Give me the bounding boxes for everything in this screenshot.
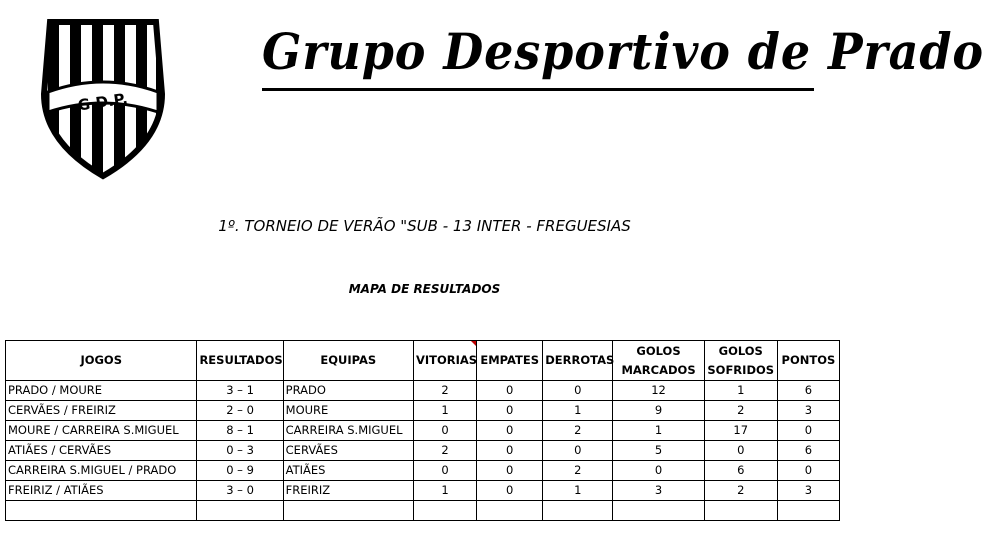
club-name-title: Grupo Desportivo de Prado <box>262 22 984 81</box>
cell-vitorias <box>413 501 476 521</box>
cell-golos-sofridos: 6 <box>704 461 777 481</box>
cell-pontos: 3 <box>777 401 839 421</box>
cell-equipa: CARREIRA S.MIGUEL <box>283 421 413 441</box>
cell-golos-marcados: 0 <box>613 461 704 481</box>
cell-resultado: 0 – 9 <box>197 461 283 481</box>
header-resultados: RESULTADOS <box>197 341 283 381</box>
cell-resultado: 8 – 1 <box>197 421 283 441</box>
cell-jogo: CERVÃES / FREIRIZ <box>6 401 197 421</box>
cell-equipa: MOURE <box>283 401 413 421</box>
cell-pontos: 3 <box>777 481 839 501</box>
cell-golos-sofridos: 2 <box>704 401 777 421</box>
cell-equipa: PRADO <box>283 381 413 401</box>
header-derrotas: DERROTAS <box>543 341 613 381</box>
cell-jogo: PRADO / MOURE <box>6 381 197 401</box>
cell-equipa: CERVÃES <box>283 441 413 461</box>
table-body <box>6 381 840 521</box>
cell-derrotas: 2 <box>543 421 613 441</box>
cell-resultado: 3 – 0 <box>197 481 283 501</box>
cell-golos-sofridos: 1 <box>704 381 777 401</box>
cell-equipa <box>283 501 413 521</box>
cell-derrotas: 2 <box>543 461 613 481</box>
cell-pontos: 0 <box>777 421 839 441</box>
cell-golos-sofridos <box>704 501 777 521</box>
table-row <box>6 381 840 401</box>
results-table <box>5 340 840 521</box>
cell-jogo <box>6 501 197 521</box>
tournament-title: 1º. TORNEIO DE VERÃO "SUB - 13 INTER - FREGUESIAS <box>218 217 631 235</box>
crest-lettering: G.D.P. <box>76 89 129 115</box>
cell-vitorias: 1 <box>413 401 476 421</box>
table-row <box>6 501 840 521</box>
cell-equipa: ATIÃES <box>283 461 413 481</box>
cell-resultado: 3 – 1 <box>197 381 283 401</box>
header-golos-marcados-line1: GOLOS <box>636 343 681 358</box>
cell-jogo: FREIRIZ / ATIÃES <box>6 481 197 501</box>
cell-empates <box>477 501 543 521</box>
cell-empates: 0 <box>477 481 543 501</box>
cell-empates: 0 <box>477 461 543 481</box>
cell-empates: 0 <box>477 421 543 441</box>
cell-resultado: 0 – 3 <box>197 441 283 461</box>
header-golos-marcados-line2: MARCADOS <box>621 362 696 377</box>
cell-derrotas <box>543 501 613 521</box>
club-crest-logo <box>34 14 172 182</box>
cell-vitorias: 2 <box>413 381 476 401</box>
comment-indicator <box>471 341 476 346</box>
header-pontos: PONTOS <box>777 341 839 381</box>
table-row <box>6 421 840 441</box>
cell-pontos <box>777 501 839 521</box>
table-row <box>6 441 840 461</box>
cell-pontos: 0 <box>777 461 839 481</box>
cell-derrotas: 0 <box>543 381 613 401</box>
table-header-row <box>6 341 840 381</box>
table-row <box>6 461 840 481</box>
cell-vitorias: 0 <box>413 461 476 481</box>
cell-empates: 0 <box>477 381 543 401</box>
header-golos-sofridos-line1: GOLOS <box>718 343 763 358</box>
header-vitorias-label: VITORIAS <box>415 353 478 367</box>
cell-derrotas: 0 <box>543 441 613 461</box>
cell-vitorias: 0 <box>413 421 476 441</box>
cell-jogo: ATIÃES / CERVÃES <box>6 441 197 461</box>
cell-pontos: 6 <box>777 441 839 461</box>
cell-golos-marcados: 9 <box>613 401 704 421</box>
header-equipas: EQUIPAS <box>283 341 413 381</box>
cell-golos-marcados <box>613 501 704 521</box>
cell-vitorias: 2 <box>413 441 476 461</box>
cell-equipa: FREIRIZ <box>283 481 413 501</box>
cell-derrotas: 1 <box>543 401 613 421</box>
header-empates: EMPATES <box>477 341 543 381</box>
cell-golos-marcados: 12 <box>613 381 704 401</box>
cell-empates: 0 <box>477 441 543 461</box>
cell-golos-marcados: 1 <box>613 421 704 441</box>
header-jogos: JOGOS <box>6 341 197 381</box>
cell-golos-marcados: 3 <box>613 481 704 501</box>
header-vitorias <box>413 341 476 381</box>
cell-golos-sofridos: 0 <box>704 441 777 461</box>
title-underline <box>262 88 814 91</box>
cell-golos-marcados: 5 <box>613 441 704 461</box>
cell-jogo: MOURE / CARREIRA S.MIGUEL <box>6 421 197 441</box>
cell-empates: 0 <box>477 401 543 421</box>
table-row <box>6 481 840 501</box>
header-golos-sofridos-line2: SOFRIDOS <box>707 362 775 377</box>
cell-golos-sofridos: 17 <box>704 421 777 441</box>
cell-resultado <box>197 501 283 521</box>
cell-golos-sofridos: 2 <box>704 481 777 501</box>
header-golos-sofridos <box>704 341 777 381</box>
header-golos-marcados <box>613 341 704 381</box>
cell-derrotas: 1 <box>543 481 613 501</box>
cell-resultado: 2 – 0 <box>197 401 283 421</box>
cell-pontos: 6 <box>777 381 839 401</box>
cell-vitorias: 1 <box>413 481 476 501</box>
cell-jogo: CARREIRA S.MIGUEL / PRADO <box>6 461 197 481</box>
results-map-title: MAPA DE RESULTADOS <box>348 282 501 296</box>
table-row <box>6 401 840 421</box>
